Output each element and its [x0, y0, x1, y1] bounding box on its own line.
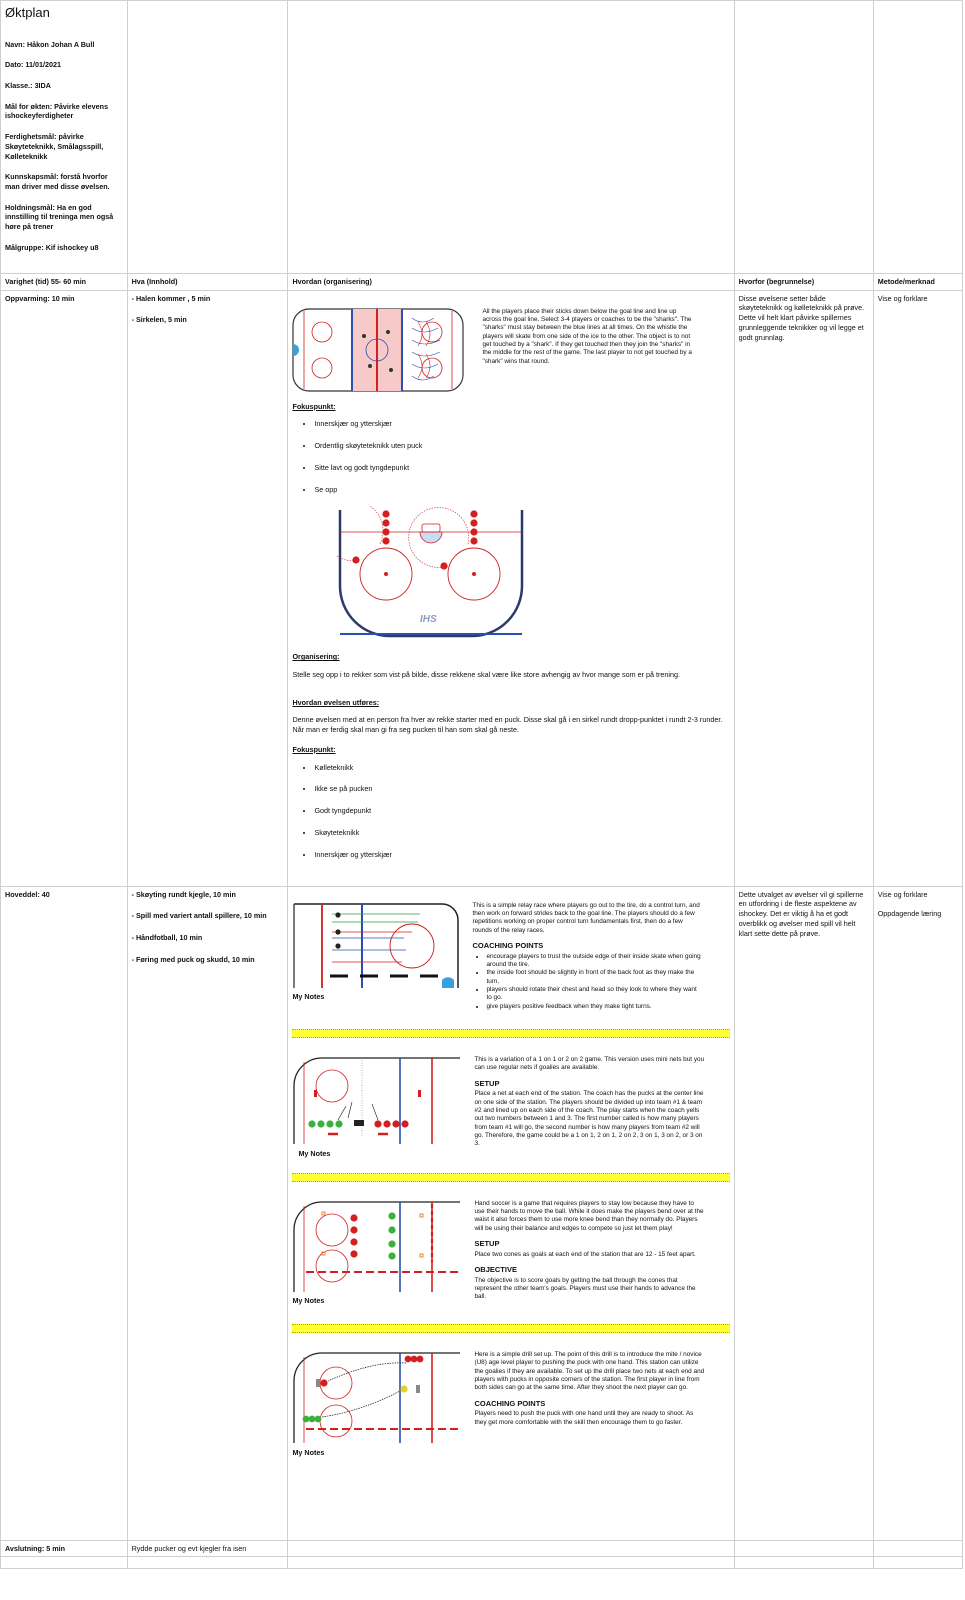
small-game-rink-diagram: [292, 1056, 462, 1146]
main-duration: Hoveddel: 40: [1, 886, 128, 1540]
empty-cell: [734, 1540, 873, 1557]
organisation-text: Stelle seg opp i to rekker som vist på bilde, disse rekkene skal være like store avhengig av hvor mange som er på trening.: [292, 670, 680, 680]
column-header: Metode/merknad: [873, 274, 962, 291]
list-item: • encourage players to trust the outside edge of their inside skate when going around the tire.: [486, 953, 702, 970]
organisation-label: Organisering:: [292, 652, 340, 662]
target-group-field: Målgruppe: Kif ishockey u8: [5, 242, 99, 252]
small-game-drill: [292, 1056, 729, 1158]
main-organisation: [288, 886, 734, 1540]
method-text: Vise og forklare: [877, 293, 928, 303]
empty-cell: [873, 1, 962, 274]
list-item: • Skøyteteknikk: [314, 828, 729, 838]
list-item: • the inside foot should be slightly in front of the back foot as they make the turn.: [486, 969, 702, 986]
list-item: - Skøyting rundt kjegle, 10 min: [131, 889, 236, 899]
empty-cell: [288, 1540, 734, 1557]
empty-cell: [1, 1557, 128, 1569]
column-header: Hva (Innhold): [127, 274, 288, 291]
page-title: Øktplan: [5, 5, 50, 20]
rink-logo: IHS: [420, 614, 438, 626]
empty-cell: [873, 1557, 962, 1569]
column-header: Hvordan (organisering): [288, 274, 734, 291]
empty-cell: [288, 1, 734, 274]
warmup-why: [734, 290, 873, 886]
list-item: • Innerskjær og ytterskjær: [314, 419, 729, 429]
date-field: Dato: 11/01/2021: [5, 60, 61, 70]
main-method: [873, 886, 962, 1540]
warmup-method: [873, 290, 962, 886]
hand-soccer-rink-diagram: [292, 1200, 462, 1294]
drill-setup: Place a net at each end of the station. The coach has the pucks at the center line on one side of the station. The players should be divided up into team #1 & team #2 and lined up on each side of the coach. The play starts when the coach yells out two numbers between 1 and 3. The first number called is how many players from team #1 will go, the second number is how many players from team #2 will go. Therefore, the game could be a 1 on 1, 2 on 1, 2 on 2, 3 on 1, 3 on 2, or 3 on 3.: [474, 1090, 704, 1148]
full-rink-diagram: [292, 308, 464, 392]
header-cell: [1, 1, 128, 274]
class-field: Klasse.: 3IDA: [5, 80, 51, 90]
coaching-points: Players need to push the puck with one hand until they are ready to shoot. As they get more comfortable with the skill then encourage them to go faster.: [474, 1410, 694, 1426]
drill-description: [474, 1200, 704, 1306]
column-header: Varighet (tid) 55- 60 min: [1, 274, 128, 291]
warmup-duration: Oppvarming: 10 min: [1, 290, 128, 886]
name-field: Navn: Håkon Johan A Bull: [5, 39, 95, 49]
highlight-divider: [292, 1173, 729, 1182]
method-text: Oppdagende læring: [877, 909, 942, 919]
list-item: • Innerskjær og ytterskjær: [314, 850, 729, 860]
why-text: Disse øvelsene setter både skøyteteknikk og kølleteknikk på prøve. Dette vil helt klart påvirke spillernes grunnleggende teknikker og vil legge et godt grunnlag.: [738, 293, 865, 342]
drill-text: This is a simple relay race where players go out to the tire, do a control turn, and then work on forward strides back to the goal line. The players should do a few repetitions working on proper control turn fundamentals first, then do a few rounds of the relay races.: [472, 901, 700, 934]
focus-label: Fokuspunkt:: [292, 401, 336, 411]
empty-cell: [127, 1, 288, 274]
warmup-organisation: [288, 290, 734, 886]
list-item: - Sirkelen, 5 min: [131, 315, 187, 325]
warmup-items: [127, 290, 288, 886]
focus-label: Fokuspunkt:: [292, 744, 336, 754]
list-item: • Se opp: [314, 485, 729, 495]
focus-list: [314, 763, 729, 860]
list-item: • players should rotate their chest and head so they look to where they want to go.: [486, 986, 702, 1003]
goal-field: Mål for økten: Påvirke elevens ishockeyferdigheter: [5, 101, 109, 121]
focus-list: [314, 419, 729, 494]
empty-cell: [734, 1557, 873, 1569]
drill-heading: SETUP: [474, 1238, 500, 1248]
drill-description: [474, 1351, 704, 1457]
empty-cell: [127, 1557, 288, 1569]
empty-cell: [734, 1, 873, 274]
list-item: • Ikke se på pucken: [314, 784, 729, 794]
knowledge-goal-field: Kunnskapsmål: forstå hvorfor man driver med disse øvelsen.: [5, 172, 110, 192]
relay-drill: [292, 902, 729, 1011]
highlight-divider: [292, 1324, 729, 1333]
drill-heading: COACHING POINTS: [472, 941, 544, 951]
list-item: • Ordentlig skøyteteknikk uten puck: [314, 441, 729, 451]
drill-description: All the players place their sticks down below the goal line and line up across the goal line. Select 3-4 players or coaches to be the "sharks". The "sharks" must stay between the blue lines at all times. On the whistle the players will skate from one side of the ice to the other. The object is to not get touched by a "shark". If they get touched then they join the "sharks" in the middle for the rest of the game. The last player to not get touched by a "shark" wins that round.: [482, 307, 692, 365]
highlight-divider: [292, 1029, 729, 1038]
list-item: - Spill med variert antall spillere, 10 min: [131, 911, 267, 921]
how-text: Denne øvelsen med at en person fra hver av rekke starter med en puck. Disse skal gå i en sirkel rundt dropp-punktet i rundt 2-3 runder. Når man er ferdig skal man gi fra seg pucken til han som skal gå neste.: [292, 715, 723, 735]
relay-rink-diagram: [292, 902, 460, 990]
drill-heading: COACHING POINTS: [474, 1398, 546, 1408]
list-item: - Halen kommer , 5 min: [131, 293, 211, 303]
drill-setup: Place two cones as goals at each end of the station that are 12 - 15 feet apart.: [474, 1250, 696, 1258]
notes-label: My Notes: [292, 992, 325, 1002]
empty-cell: [873, 1540, 962, 1557]
drill-description: [474, 1056, 704, 1158]
method-text: Vise og forklare: [877, 889, 928, 899]
drill-text: This is a variation of a 1 on 1 or 2 on 2 game. This version uses mini nets but you can use regular nets if goalies are available.: [474, 1056, 705, 1072]
shark-drill: [292, 308, 729, 392]
attitude-goal-field: Holdningsmål: Ha en god innstilling til treninga men også høre på trener: [5, 202, 114, 232]
drill-text: Hand soccer is a game that requires players to stay low because they have to use their hands to move the ball. While it does make the players bend over at the waist it also forces them to use more knee bend than they normally do. Players will be using their balance and edges to compete so just let them play!: [474, 1199, 704, 1232]
main-items: [127, 886, 288, 1540]
notes-label: My Notes: [298, 1148, 331, 1158]
why-text: Dette utvalget av øvelser vil gi spillerne en utfordring i de fleste aspektene av ishockey. Det er viktig å ha et godt overblikk og øvelser med spill vil helt klart sette dette på prøve.: [738, 889, 864, 938]
skill-goal-field: Ferdighetsmål: påvirke Skøyteteknikk, Smålagsspill, Kølleteknikk: [5, 132, 104, 161]
list-item: - Føring med puck og skudd, 10 min: [131, 954, 255, 964]
end-duration: Avslutning: 5 min: [1, 1540, 128, 1557]
column-header: Hvorfor (begrunnelse): [734, 274, 873, 291]
hand-soccer-drill: [292, 1200, 729, 1306]
list-item: - Håndfotball, 10 min: [131, 933, 203, 943]
empty-cell: [288, 1557, 734, 1569]
notes-label: My Notes: [292, 1447, 325, 1457]
end-content: Rydde pucker og evt kjegler fra isen: [127, 1540, 288, 1557]
half-rink-diagram: [336, 506, 526, 644]
drill-text: Here is a simple drill set up. The point of this drill is to introduce the mite / novice (U8) age level player to pushing the puck with one hand. This station can utilize the goalies if they are available. To set up the drill place two nets at each end and players with pucks in opposite corners of the station. The first player in line from both sides can go at the same time. After they shoot the next player can go.: [474, 1350, 705, 1392]
notes-label: My Notes: [292, 1296, 325, 1306]
list-item: • Godt tyngdepunkt: [314, 806, 729, 816]
drill-description: [472, 902, 702, 1011]
drill-objective: The objective is to score goals by getting the ball through the cones that represent the other team's goals. Players must use their hands to advance the ball.: [474, 1276, 696, 1301]
drill-heading: SETUP: [474, 1078, 500, 1088]
puck-push-drill: [292, 1351, 729, 1457]
drill-heading: OBJECTIVE: [474, 1264, 517, 1274]
list-item: • Kølleteknikk: [314, 763, 729, 773]
puck-push-rink-diagram: [292, 1351, 462, 1445]
list-item: • Sitte lavt og godt tyngdepunkt: [314, 463, 729, 473]
main-why: [734, 886, 873, 1540]
list-item: • give players positive feedback when they make tight turns.: [486, 1003, 702, 1011]
coaching-points: [486, 953, 702, 1011]
how-label: Hvordan øvelsen utføres:: [292, 697, 380, 707]
